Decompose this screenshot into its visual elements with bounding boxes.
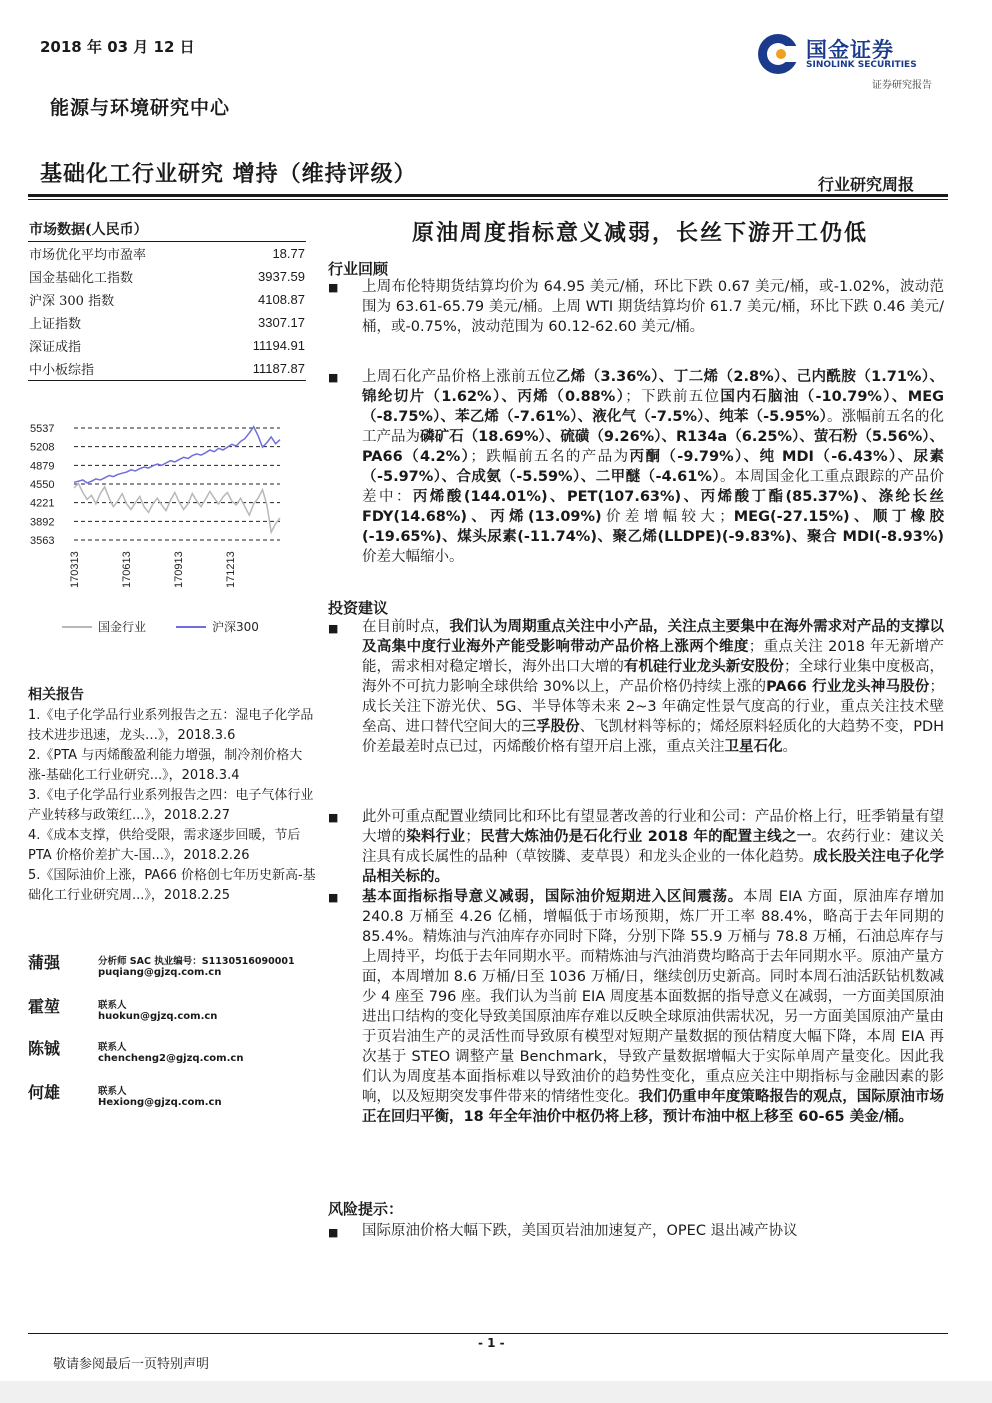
page-number: - 1 -: [478, 1336, 505, 1350]
bullet-icon: ■: [328, 1226, 339, 1239]
market-label: 深证成指: [29, 340, 82, 355]
analyst-role: 分析师 SAC 执业编号：S1130516090001: [98, 956, 295, 967]
market-value: 4108.87: [258, 292, 305, 307]
paragraph-risk: 国际原油价格大幅下跌，美国页岩油加速复产，OPEC 退出减产协议: [362, 1223, 798, 1239]
related-report-item[interactable]: 5.《国际油价上涨，PA66 价格创七年历史新高-基础化工行业研究周...》，2018.2.25: [28, 868, 316, 903]
bullet-icon: ■: [328, 891, 339, 904]
legend-label: 国金行业: [98, 620, 147, 634]
y-tick-label: 3892: [30, 516, 55, 529]
paragraph-product-prices: 上周石化产品价格上涨前五位乙烯（3.36%）、丁二烯（2.8%）、己内酰胺（1.71%）、锦纶切片（1.62%）、丙烯（0.88%）；下跌前五位国内石脑油（-10.79%）、MEG（-8.75%）、苯乙烯（-7.61%）、液化气（-7.5%）、纯苯（-5.95%）。涨幅前五名的化工产品为磷矿石（18.69%）、硫磺（9.26%）、R134a（6.25%）、萤石粉（5.56%）、PA66（4.2%）；跌幅前五名的产品为丙酮（-9.79%）、纯 MDI（-6.43%）、尿素（-5.97%）、合成氨（-5.59%）、二甲醚（-4.61%）。本周国金化工重点跟踪的产品价差中：丙烯酸(144.01%)、PET(107.63%)、丙烯酸丁酯(85.37%)、涤纶长丝 FDY(14.68%)、丙烯(13.09%)价差增幅较大；MEG(-27.15%)、顺丁橡胶(-19.65%)、煤头尿素(-11.74%)、聚乙烯(LLDPE)(-9.83%)、聚合 MDI(-8.93%)价差大幅缩小。: [362, 369, 945, 565]
x-tick-label: 170913: [173, 551, 185, 588]
analyst-name: 陈铖: [28, 1039, 61, 1058]
related-report-item[interactable]: 2.《PTA 与丙烯酸盈利能力增强，制冷剂价格大涨-基础化工行业研究...》，2018.3.4: [28, 748, 303, 783]
market-value: 18.77: [272, 246, 305, 261]
related-report-item[interactable]: 1.《电子化学品行业系列报告之五：湿电子化学品 技术进步迅速，龙头…》，2018.3.6: [28, 708, 314, 743]
related-report-item[interactable]: 4.《成本支撑，供给受限，需求逐步回暖，节后 PTA 价格价差扩大-国...》，2018.2.26: [28, 828, 301, 863]
analyst-card: [28, 1080, 318, 1120]
report-date: 2018 年 03 月 12 日: [40, 38, 195, 56]
footer-rule: [28, 1333, 948, 1334]
bullet-icon: ■: [328, 371, 339, 384]
market-label: 国金基础化工指数: [29, 271, 134, 286]
section-heading-risk: 风险提示：: [328, 1200, 404, 1218]
report-title: 基础化工行业研究 增持（维持评级）: [40, 162, 417, 187]
section-heading-advice: 投资建议: [328, 599, 389, 617]
analyst-name: 霍堃: [28, 997, 61, 1016]
analyst-role: 联系人: [98, 1042, 127, 1053]
logo-subtitle: 证券研究报告: [872, 80, 932, 91]
series-line: [74, 427, 280, 483]
disclaimer-text: 敬请参阅最后一页特别声明: [53, 1357, 210, 1372]
section-heading-review: 行业回顾: [328, 260, 389, 278]
analyst-email[interactable]: Hexiong@gjzq.com.cn: [98, 1097, 222, 1108]
report-type: 行业研究周报: [818, 175, 915, 194]
analyst-role: 联系人: [98, 1086, 127, 1097]
y-tick-label: 5208: [30, 441, 55, 454]
series-line: [74, 483, 280, 532]
x-tick-label: 170313: [69, 551, 81, 588]
analyst-email[interactable]: chencheng2@gjzq.com.cn: [98, 1053, 244, 1064]
header-rule: [28, 194, 948, 197]
analyst-role: 联系人: [98, 1000, 127, 1011]
market-label: 市场优化平均市盈率: [29, 248, 147, 263]
market-label: 沪深 300 指数: [29, 294, 115, 309]
paragraph-oil-price: 上周布伦特期货结算均价为 64.95 美元/桶，环比下跌 0.67 美元/桶，或-1.02%，波动范围为 63.61-65.79 美元/桶。上周 WTI 期货结算均价 61.7 美元/桶，环比下跌 0.46 美元/桶，或-0.75%，波动范围为 60.12-62.60 美元/桶。: [362, 279, 944, 335]
y-tick-label: 5537: [30, 423, 55, 435]
paragraph-sectors: 此外可重点配置业绩同比和环比有望显著改善的行业和公司：产品价格上行，旺季销量有望大增的染料行业；民营大炼油仍是石化行业 2018 年的配置主线之一。农药行业：建议关注具有成长属性的品种（草铵膦、麦草畏）和龙头企业的一体化趋势。成长股关注电子化学品相关标的。: [362, 809, 945, 885]
analyst-name: 蒲强: [28, 953, 61, 972]
research-center: 能源与环境研究中心: [50, 97, 231, 119]
analyst-card: [28, 950, 318, 990]
analyst-card: [28, 1036, 318, 1076]
market-value: 3307.17: [258, 315, 305, 330]
market-label: 上证指数: [29, 317, 82, 332]
bottom-band: [0, 1381, 992, 1403]
bullet-icon: ■: [328, 622, 339, 635]
market-data-table: [28, 217, 306, 381]
market-value: 11194.91: [252, 338, 305, 353]
legend-label: 沪深300: [212, 620, 259, 634]
related-report-item[interactable]: 3.《电子化学品行业系列报告之四：电子气体行业 产业转移与政策红...》，2018.2.27: [28, 788, 314, 823]
index-line-chart: [28, 410, 308, 650]
analyst-card: [28, 994, 318, 1034]
y-tick-label: 4221: [30, 497, 55, 510]
market-label: 中小板综指: [28, 357, 219, 381]
main-title: 原油周度指标意义减弱，长丝下游开工仍低: [411, 220, 868, 246]
y-tick-label: 3563: [30, 535, 55, 547]
market-value: 3937.59: [258, 269, 305, 284]
bullet-icon: ■: [328, 811, 339, 824]
paragraph-investment: 在目前时点，我们认为周期重点关注中小产品，关注点主要集中在海外需求对产品的支撑以及高集中度行业海外产能受影响带动产品价格上涨两个维度；重点关注 2018 年无新增产能，需求相对稳定增长，海外出口大增的有机硅行业龙头新安股份；全球行业集中度极高，海外不可抗力影响全球供给 30%以上，产品价格仍持续上涨的PA66 行业龙头神马股份；成长关注下游光伏、5G、半导体等未来 2~3 年确定性景气度高的行业，重点关注技术壁垒高、进口替代空间大的三孚股份、飞凯材料等标的；烯烃原料轻质化的大趋势不变，PDH 价差最差时点已过，丙烯酸价格有望开启上涨，重点关注卫星石化。: [362, 619, 945, 755]
related-reports-list: [28, 706, 318, 906]
related-reports-heading: 相关报告: [28, 687, 84, 703]
header-rule-thin: [28, 199, 948, 200]
logo-text: 国金证券: [806, 38, 894, 62]
market-value: 11187.87: [219, 357, 306, 381]
x-tick-label: 170613: [121, 551, 133, 588]
bullet-icon: ■: [328, 281, 339, 294]
analyst-email[interactable]: huokun@gjzq.com.cn: [98, 1011, 218, 1022]
x-tick-label: 171213: [225, 551, 237, 588]
company-logo-icon: [756, 32, 800, 76]
analyst-name: 何雄: [28, 1083, 61, 1102]
analyst-email[interactable]: puqiang@gjzq.com.cn: [98, 967, 222, 978]
logo-text-en: SINOLINK SECURITIES: [806, 60, 917, 70]
y-tick-label: 4550: [30, 479, 55, 491]
paragraph-eia: 基本面指标指导意义减弱，国际油价短期进入区间震荡。本周 EIA 方面，原油库存增加 240.8 万桶至 4.26 亿桶，增幅低于市场预期，炼厂开工率 88.4%，略高于去年同期的 85.4%。精炼油与汽油库存亦同时下降，分别下降 55.9 万桶与 78.8 万桶，石油总库存与上周持平，均低于去年同期水平。而精炼油与汽油消费均略高于去年同期水平。原油产量方面，本周增加 8.6 万桶/日至 1036 万桶/日，继续创历史新高。同时本周石油活跃钻机数减少 4 座至 796 座。我们认为当前 EIA 周度基本面数据的指导意义在减弱，一方面美国原油进出口结构的变化导致美国原油库存难以反映全球原油供需状况，另一方面美国原油产量由于页岩油生产的灵活性而导致原有模型对短期产量数据的预估精度大幅下降，本周 EIA 再次基于 STEO 调整产量 Benchmark，导致产量数据增幅大于实际单周产量变化。因此我们认为周度基本面指标难以导致油价的趋势性变化，重点应关注中期指标与金融因素的影响，以及短期突发事件带来的情绪性变化。我们仍重申年度策略报告的观点，国际原油市场正在回归平衡，18 年全年油价中枢仍将上移，预计布油中枢上移至 60-65 美金/桶。: [362, 889, 945, 1125]
market-data-heading: 市场数据(人民币）: [28, 217, 306, 242]
y-tick-label: 4879: [30, 460, 55, 473]
